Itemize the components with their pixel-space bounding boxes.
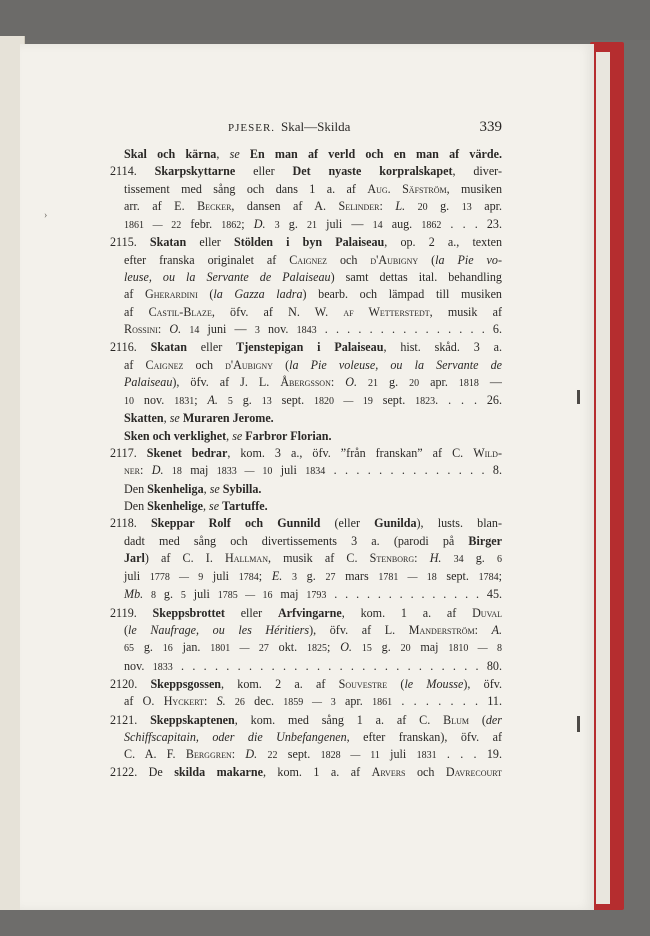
text-line: arr. af E. Becker, dansen af A. Selinder: L. 20 g. 13 apr. bbox=[124, 198, 502, 213]
text-line: C. A. F. Berggren: D. 22 sept. 1828 — 11 juli 1831 . . . 19. bbox=[124, 747, 502, 762]
text-line: 2117. Skenet bedrar, kom. 3 a., öfv. ”från franskan” af C. Wild- bbox=[110, 446, 502, 461]
entry-list bbox=[110, 146, 502, 782]
text-line: nov. 1833 . . . . . . . . . . . . . . . . . . . . . . . . . . . 80. bbox=[124, 658, 502, 673]
text-line: Den Skenhelige, se Tartuffe. bbox=[124, 498, 268, 513]
text-line: tissement med sång och dans 1 a. af Aug. Säfström, musiken bbox=[124, 181, 502, 196]
text-line: 2119. Skeppsbrottet eller Arfvingarne, kom. 1 a. af Duval bbox=[110, 605, 502, 620]
text-line: 2121. Skeppskaptenen, kom. med sång 1 a. af C. Blum (der bbox=[110, 712, 502, 727]
page-text bbox=[110, 118, 502, 782]
text-line: 2122. De skilda makarne, kom. 1 a. af Arvers och Davrecourt bbox=[110, 765, 502, 780]
text-line: Mb. 8 g. 5 juli 1785 — 16 maj 1793 . . . . . . . . . . . . . . 45. bbox=[124, 587, 502, 602]
text-line: 2118. Skeppar Rolf och Gunnild (eller Gunilda), lusts. blan- bbox=[110, 516, 502, 531]
text-line: 2114. Skarpskyttarne eller Det nyaste korpralskapet, diver- bbox=[110, 164, 502, 179]
text-line: Palaiseau), öfv. af J. L. Åbergsson: O. 21 g. 20 apr. 1818 — bbox=[124, 374, 502, 389]
text-line: 1861 — 22 febr. 1862; D. 3 g. 21 juli — 14 aug. 1862 . . . 23. bbox=[124, 217, 502, 232]
header-title bbox=[110, 118, 350, 137]
text-line: 10 nov. 1831; A. 5 g. 13 sept. 1820 — 19 sept. 1823. . . . 26. bbox=[124, 393, 502, 408]
header-section: PJESER. bbox=[228, 122, 276, 134]
text-line: af Caignez och d'Aubigny (la Pie voleuse, ou la Servante de bbox=[124, 357, 502, 372]
text-line: dadt med sång och divertissements 3 a. (parodi på Birger bbox=[124, 533, 502, 548]
text-line: (le Naufrage, ou les Héritiers), öfv. af L. Manderström: A. bbox=[124, 623, 502, 638]
text-line: Sken och verklighet, se Farbror Florian. bbox=[124, 428, 332, 443]
text-line: af Gherardini (la Gazza ladra) bearb. och lämpad till musiken bbox=[124, 287, 502, 302]
page-stack-edge bbox=[596, 52, 610, 904]
margin-tick-icon bbox=[577, 716, 580, 732]
text-line: Den Skenheliga, se Sybilla. bbox=[124, 481, 262, 496]
text-line: Schiffscapitain, oder die Unbefangenen, efter franskan), öfv. af bbox=[124, 729, 502, 744]
background-bottom bbox=[0, 910, 650, 936]
text-line: Jarl) af C. I. Hallman, musik af C. Stenborg: H. 34 g. 6 bbox=[124, 550, 502, 565]
background-top bbox=[0, 0, 650, 40]
text-line: 65 g. 16 jan. 1801 — 27 okt. 1825; O. 15 g. 20 maj 1810 — 8 bbox=[124, 640, 502, 655]
running-header bbox=[110, 118, 502, 142]
text-line: 2120. Skeppsgossen, kom. 2 a. af Souvestre (le Mousse), öfv. bbox=[110, 676, 502, 691]
margin-mark-icon: › bbox=[44, 210, 48, 221]
text-line: Rossini: O. 14 juni — 3 nov. 1843 . . . . . . . . . . . . . . . 6. bbox=[124, 321, 502, 336]
page-number: 339 bbox=[479, 119, 502, 135]
text-line: ner: D. 18 maj 1833 — 10 juli 1834 . . . . . . . . . . . . . . 8. bbox=[124, 463, 502, 478]
header-range: Skal—Skilda bbox=[281, 119, 351, 134]
text-line: 2116. Skatan eller Tjenstepigan i Palaiseau, hist. skåd. 3 a. bbox=[110, 340, 502, 355]
text-line: 2115. Skatan eller Stölden i byn Palaiseau, op. 2 a., texten bbox=[110, 235, 502, 250]
text-line: leuse, ou la Servante de Palaiseau) samt dettas ital. behandling bbox=[124, 270, 502, 285]
text-line: efter franska originalet af Caignez och d'Aubigny (la Pie vo- bbox=[124, 252, 502, 267]
text-line: af Castil-Blaze, öfv. af N. W. af Wetterstedt, musik af bbox=[124, 304, 502, 319]
margin-tick-icon bbox=[577, 390, 580, 404]
text-line: Skal och kärna, se En man af verld och en man af värde. bbox=[124, 147, 502, 161]
text-line: af O. Hyckert: S. 26 dec. 1859 — 3 apr. 1861 . . . . . . . 11. bbox=[124, 694, 502, 709]
text-line: Skatten, se Muraren Jerome. bbox=[124, 411, 274, 426]
text-line: juli 1778 — 9 juli 1784; E. 3 g. 27 mars 1781 — 18 sept. 1784; bbox=[124, 569, 502, 584]
